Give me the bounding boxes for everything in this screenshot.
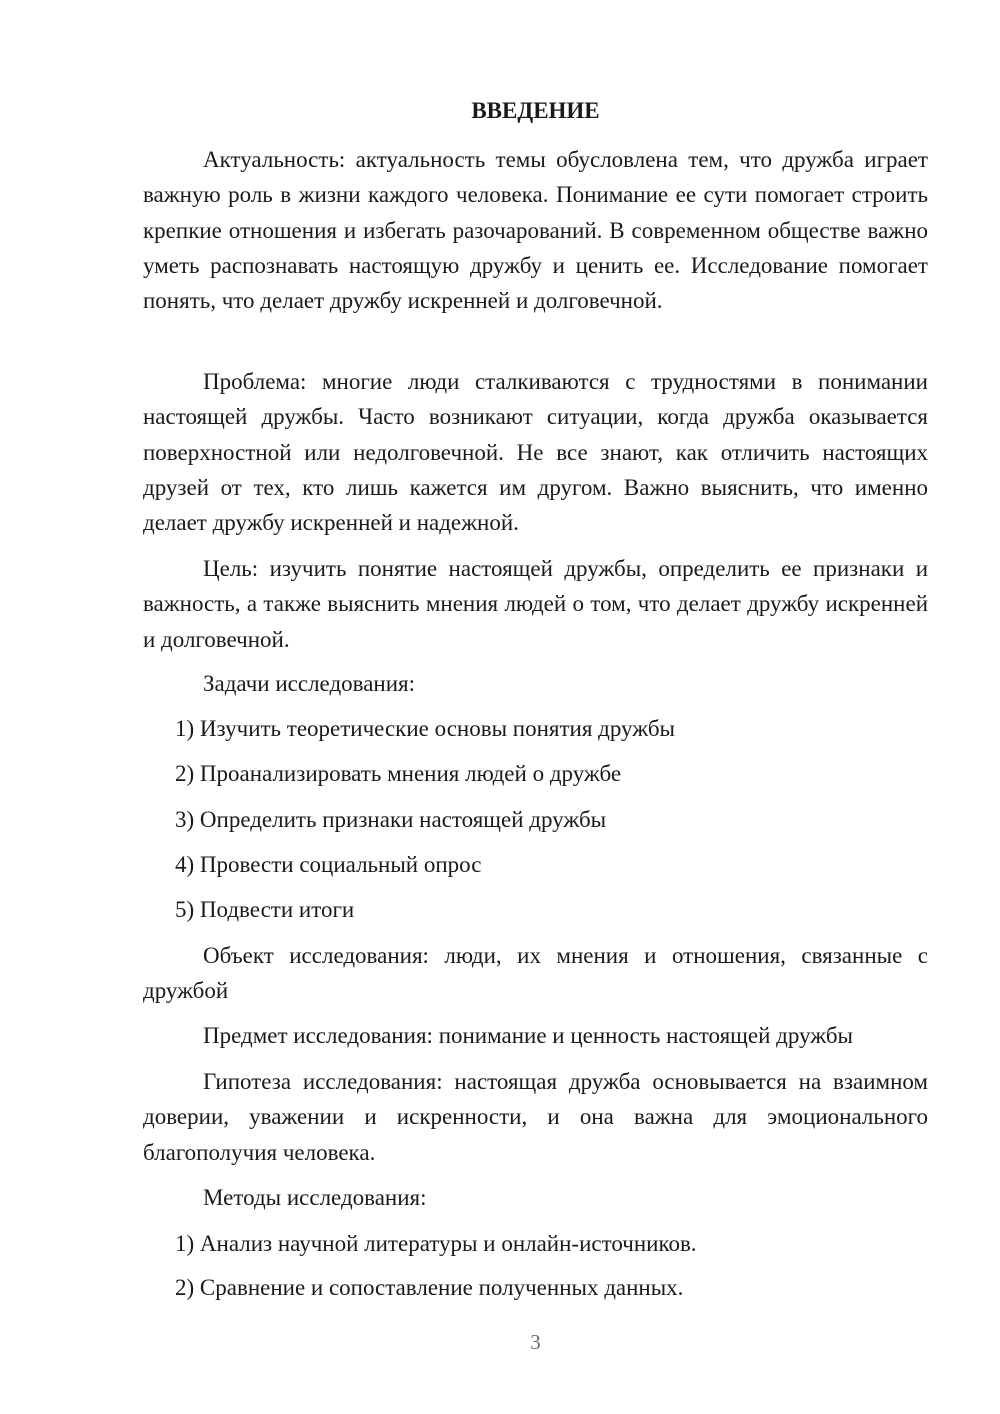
task-item: 3) Определить признаки настоящей дружбы	[175, 807, 607, 832]
relevance-paragraph: Актуальность: актуальность темы обусловлена тем, что дружба играет важную роль в жизни каждого человека. Понимание ее сути помогает строить крепкие отношения и избегать разочарований. В современном обществе важно уметь распознавать настоящую дружбу и ценить ее. Исследование помогает понять, что делает дружбу искренней и долговечной.	[143, 147, 928, 314]
task-item: 2) Проанализировать мнения людей о дружбе	[175, 761, 622, 786]
document-title: ВВЕДЕНИЕ	[471, 98, 600, 123]
task-item: 5) Подвести итоги	[175, 897, 355, 922]
page-number: 3	[530, 1330, 541, 1354]
object-paragraph: Объект исследования: люди, их мнения и отношения, связанные с дружбой	[143, 943, 928, 1004]
hypothesis-paragraph: Гипотеза исследования: настоящая дружба основывается на взаимном доверии, уважении и искренности, и она важна для эмоционального благополучия человека.	[143, 1069, 928, 1165]
method-item: 2) Сравнение и сопоставление полученных данных.	[175, 1275, 684, 1300]
methods-heading: Методы исследования:	[203, 1185, 427, 1210]
tasks-heading: Задачи исследования:	[203, 671, 416, 696]
document-page	[143, 0, 928, 1414]
task-item: 1) Изучить теоретические основы понятия дружбы	[175, 716, 675, 741]
method-item: 1) Анализ научной литературы и онлайн-источников.	[175, 1231, 697, 1256]
problem-paragraph: Проблема: многие люди сталкиваются с трудностями в понимании настоящей дружбы. Часто возникают ситуации, когда дружба оказывается поверхностной или недолговечной. Не все знают, как отличить настоящих друзей от тех, кто лишь кажется им другом. Важно выяснить, что именно делает дружбу искренней и надежной.	[143, 369, 928, 536]
goal-paragraph: Цель: изучить понятие настоящей дружбы, определить ее признаки и важность, а также выяснить мнения людей о том, что делает дружбу искренней и долговечной.	[143, 556, 928, 652]
subject-paragraph: Предмет исследования: понимание и ценность настоящей дружбы	[203, 1023, 853, 1048]
task-item: 4) Провести социальный опрос	[175, 852, 482, 877]
